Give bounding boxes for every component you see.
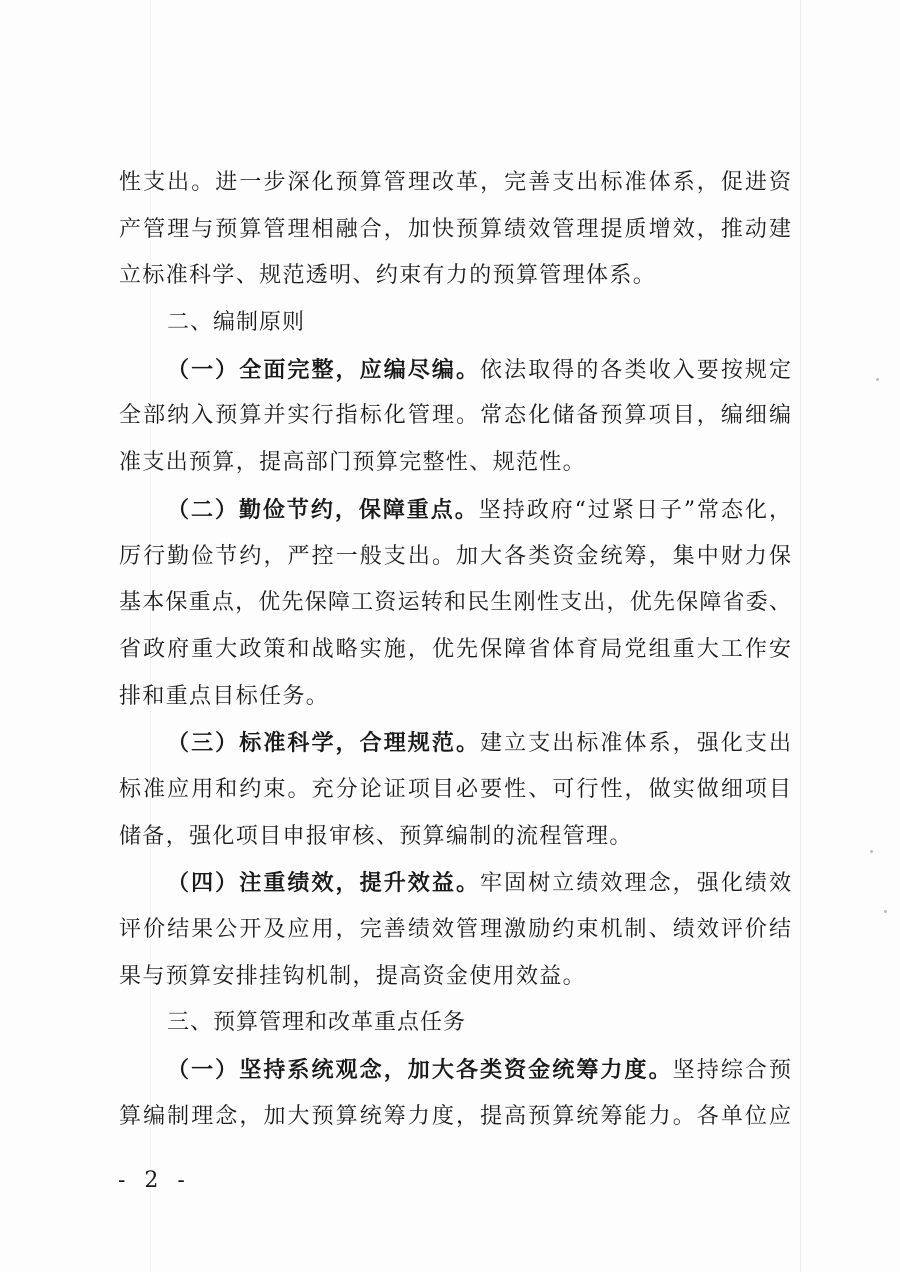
body-line: [119, 580, 791, 627]
page-number: - 2 -: [118, 1168, 191, 1193]
body-line: [119, 393, 791, 440]
line-text: 排和重点目标任务。: [119, 683, 330, 709]
body-line: [119, 534, 791, 581]
body-line: [119, 814, 791, 861]
line-text: 全部纳入预算并实行指标化管理。常态化储备预算项目，编细编: [119, 403, 791, 429]
line-text: 建立支出标准体系，强化支出: [480, 731, 791, 757]
line-text: 准支出预算，提高部门预算完整性、规范性。: [119, 450, 587, 476]
line-text: 算编制理念，加大预算统筹力度，提高预算统筹能力。各单位应: [119, 1103, 791, 1129]
line-text: 储备，强化项目申报审核、预算编制的流程管理。: [119, 823, 633, 849]
body-line: [119, 907, 791, 954]
principle-title: （三）标准科学，合理规范。: [167, 730, 481, 757]
body-line: [119, 253, 791, 300]
scan-speck: [870, 850, 873, 853]
line-text: 性支出。进一步深化预算管理改革，完善支出标准体系，促进资: [119, 170, 791, 195]
heading-text: 三、预算管理和改革重点任务: [167, 1010, 467, 1036]
body-line: [119, 207, 791, 254]
line-text: 基本保重点，优先保障工资运转和民生刚性支出，优先保障省委、: [119, 590, 791, 616]
line-text: 依法取得的各类收入要按规定: [480, 357, 791, 383]
line-text: 果与预算安排挂钩机制，提高资金使用效益。: [119, 963, 587, 989]
body-line: [119, 440, 791, 487]
principle-line: [119, 347, 791, 394]
task-title: （一）坚持系统观念，加大各类资金统筹力度。: [167, 1057, 673, 1084]
principle-line: [119, 860, 791, 907]
principle-title: （四）注重绩效，提升效益。: [167, 870, 481, 897]
body-line: [119, 954, 791, 1001]
heading-text: 二、编制原则: [167, 310, 306, 336]
line-text: 立标准科学、规范透明、约束有力的预算管理体系。: [119, 263, 657, 289]
scan-artifact-line: [800, 0, 801, 1272]
section-heading: [119, 300, 791, 347]
line-text: 坚持综合预: [672, 1058, 791, 1084]
line-text: 省政府重大政策和战略实施，优先保障省体育局党组重大工作安: [119, 636, 791, 662]
line-text: 牢固树立绩效理念，强化绩效: [480, 871, 791, 897]
body-line: [119, 627, 791, 674]
scan-speck: [876, 378, 879, 381]
body-line: [119, 767, 791, 814]
principle-title: （一）全面完整，应编尽编。: [167, 356, 481, 383]
principle-line: [119, 487, 791, 534]
scan-speck: [884, 910, 887, 913]
task-line: [119, 1047, 791, 1094]
body-line: [119, 674, 791, 721]
body-line: [119, 1094, 791, 1141]
section-heading: [119, 1000, 791, 1047]
line-text: 标准应用和约束。充分论证项目必要性、可行性，做实做细项目: [119, 776, 791, 802]
body-line: [119, 160, 791, 207]
principle-line: [119, 720, 791, 767]
principle-title: （二）勤俭节约，保障重点。: [167, 496, 479, 523]
line-text: 评价结果公开及应用，完善绩效管理激励约束机制、绩效评价结: [119, 917, 791, 942]
line-text: 产管理与预算管理相融合，加快预算绩效管理提质增效，推动建: [119, 216, 791, 242]
line-text: 厉行勤俭节约，严控一般支出。加大各类资金统筹，集中财力保: [119, 543, 791, 569]
line-text: 坚持政府“过紧日子”常态化，: [478, 497, 791, 523]
document-body: [119, 160, 791, 1140]
